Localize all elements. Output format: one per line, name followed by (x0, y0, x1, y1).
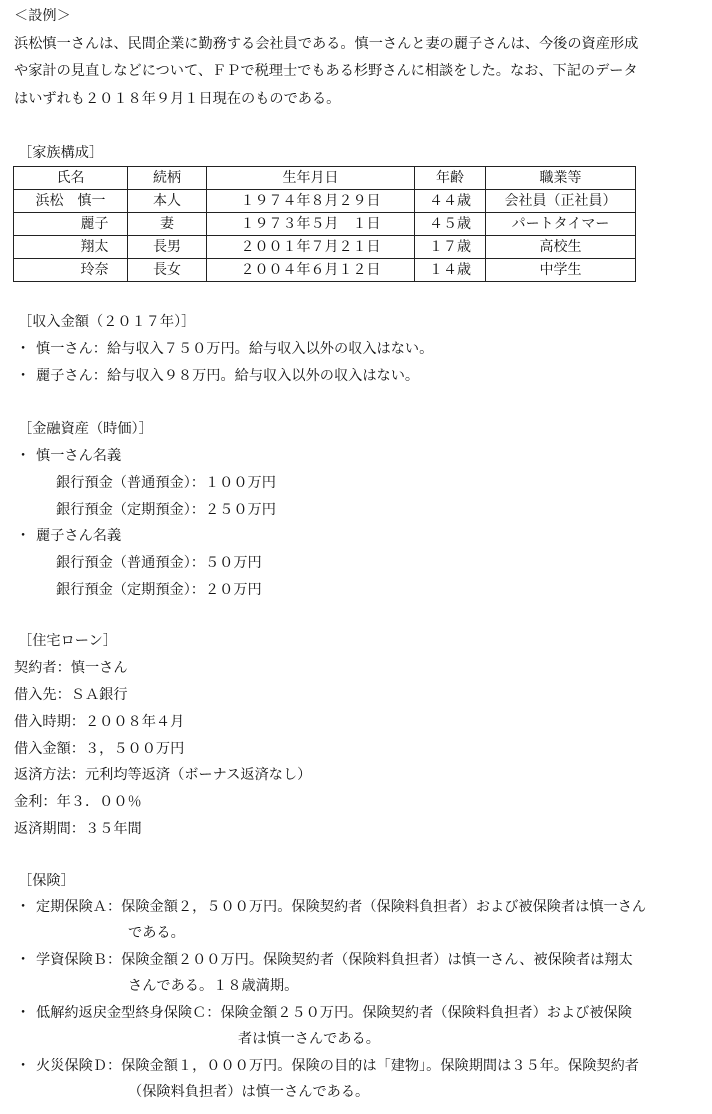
insurance-item-line1: 火災保険Ｄ：保険金額１，０００万円。保険の目的は「建物」。保険期間は３５年。保険契約者 (36, 1058, 639, 1074)
insurance-item-line2: （保険料負担者）は慎一さんである。 (128, 1084, 370, 1100)
bullet-mark: ・ (16, 368, 31, 384)
loan-line: 借入金額：３，５００万円 (14, 741, 185, 757)
loan-line: 金利：年３．００％ (14, 794, 142, 810)
insurance-item-line2: である。 (128, 925, 185, 941)
cell-occupation: 会社員（正社員） (486, 190, 636, 213)
loan-line: 返済期間：３５年間 (14, 821, 142, 837)
cell-birthdate: １９７３年５月 １日 (207, 213, 415, 236)
loan-line: 返済方法：元利均等返済（ボーナス返済なし） (14, 767, 312, 783)
bullet-mark: ・ (16, 528, 31, 544)
income-item: 麗子さん：給与収入９８万円。給与収入以外の収入はない。 (36, 368, 420, 384)
table-row (14, 259, 636, 282)
loan-section-title: ［住宅ローン］ (18, 633, 118, 649)
cell-relation: 本人 (128, 190, 207, 213)
col-header-age: 年齢 (415, 167, 486, 190)
cell-age: １４歳 (415, 259, 486, 282)
family-table (13, 166, 636, 282)
cell-name: 浜松 慎一 (14, 190, 128, 213)
cell-relation: 妻 (128, 213, 207, 236)
cell-occupation: 高校生 (486, 236, 636, 259)
cell-name: 麗子 (14, 213, 128, 236)
table-row (14, 213, 636, 236)
case-heading: ＜設例＞ (14, 8, 71, 24)
loan-line: 借入時期：２００８年４月 (14, 714, 185, 730)
cell-occupation: 中学生 (486, 259, 636, 282)
income-section-title: ［収入金額（２０１７年）］ (18, 314, 196, 330)
asset-item: 銀行預金（定期預金）：２０万円 (56, 582, 262, 598)
table-row (14, 190, 636, 213)
cell-birthdate: ２００４年６月１２日 (207, 259, 415, 282)
intro-line-2: や家計の見直しなどについて、ＦＰで税理士でもある杉野さんに相談をした。なお、下記のデータ (14, 63, 638, 79)
loan-line: 借入先：ＳＡ銀行 (14, 687, 128, 703)
table-row (14, 236, 636, 259)
insurance-item-line2: さんである。１８歳満期。 (128, 978, 299, 994)
family-table-header (14, 167, 636, 190)
cell-age: ４４歳 (415, 190, 486, 213)
cell-birthdate: ２００１年７月２１日 (207, 236, 415, 259)
col-header-relation: 続柄 (128, 167, 207, 190)
asset-item: 銀行預金（普通預金）：１００万円 (56, 475, 276, 491)
asset-owner: 慎一さん名義 (36, 448, 122, 464)
loan-line: 契約者：慎一さん (14, 660, 128, 676)
bullet-mark: ・ (16, 448, 31, 464)
col-header-birthdate: 生年月日 (207, 167, 415, 190)
bullet-mark: ・ (16, 1005, 31, 1021)
intro-line-1: 浜松慎一さんは、民間企業に勤務する会社員である。慎一さんと妻の麗子さんは、今後の資産形成 (14, 36, 639, 52)
cell-occupation: パートタイマー (486, 213, 636, 236)
income-item: 慎一さん：給与収入７５０万円。給与収入以外の収入はない。 (36, 341, 434, 357)
insurance-item-line1: 低解約返戻金型終身保険Ｃ：保険金額２５０万円。保険契約者（保険料負担者）および被保険 (36, 1005, 632, 1021)
assets-section-title: ［金融資産（時価）］ (18, 421, 153, 437)
insurance-item-line2: 者は慎一さんである。 (238, 1031, 380, 1047)
family-section-title: ［家族構成］ (18, 145, 104, 161)
cell-birthdate: １９７４年８月２９日 (207, 190, 415, 213)
asset-owner: 麗子さん名義 (36, 528, 122, 544)
cell-relation: 長男 (128, 236, 207, 259)
cell-relation: 長女 (128, 259, 207, 282)
col-header-occupation: 職業等 (486, 167, 636, 190)
bullet-mark: ・ (16, 899, 31, 915)
asset-item: 銀行預金（定期預金）：２５０万円 (56, 502, 276, 518)
asset-item: 銀行預金（普通預金）：５０万円 (56, 555, 262, 571)
insurance-section-title: ［保険］ (18, 873, 75, 889)
cell-age: ４５歳 (415, 213, 486, 236)
bullet-mark: ・ (16, 1058, 31, 1074)
bullet-mark: ・ (16, 341, 31, 357)
cell-name: 翔太 (14, 236, 128, 259)
cell-age: １７歳 (415, 236, 486, 259)
insurance-item-line1: 学資保険Ｂ：保険金額２００万円。保険契約者（保険料負担者）は慎一さん、被保険者は翔太 (36, 952, 633, 968)
col-header-name: 氏名 (14, 167, 128, 190)
cell-name: 玲奈 (14, 259, 128, 282)
bullet-mark: ・ (16, 952, 31, 968)
intro-line-3: はいずれも２０１８年９月１日現在のものである。 (14, 91, 341, 107)
insurance-item-line1: 定期保険Ａ：保険金額２，５００万円。保険契約者（保険料負担者）および被保険者は慎一さん (36, 899, 647, 915)
